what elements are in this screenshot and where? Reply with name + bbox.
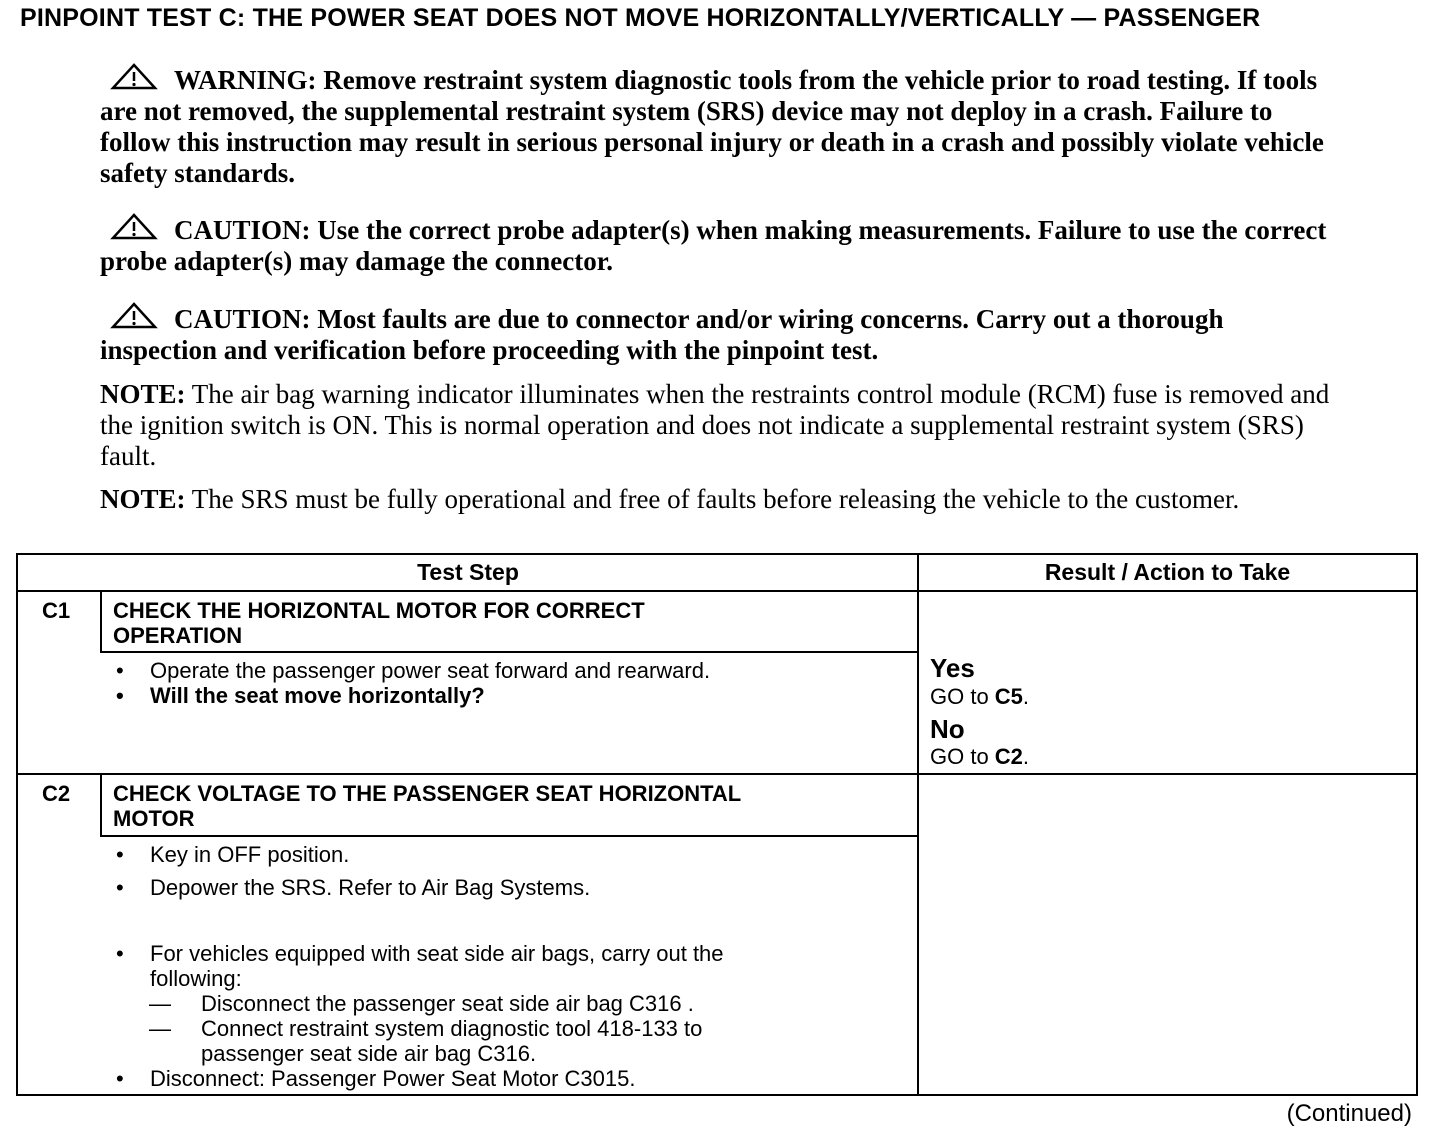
action-target[interactable]: C2 (994, 744, 1023, 769)
result-no: No (930, 714, 965, 744)
header-divider (18, 590, 1416, 592)
list-item: • Key in OFF position. (116, 842, 350, 867)
list-item: • Will the seat move horizontally? (116, 683, 485, 708)
step-id-c1: C1 (42, 598, 71, 623)
step-id-divider (100, 775, 102, 837)
warning-notice (100, 63, 1340, 189)
list-item-text: Operate the passenger power seat forward and rearward. (150, 658, 711, 683)
action-target[interactable]: C5 (994, 684, 1023, 709)
step-title-divider (100, 651, 918, 653)
warning-text: WARNING: Remove restraint system diagnostic tools from the vehicle prior to road testing. If tools are not removed, the supplemental restraint system (SRS) device may not deploy in a crash. Failure to follow this instruction may result in serious personal injury or death in a crash and possibly violate vehicle safety standards. (100, 65, 1324, 188)
step-title-line: CHECK VOLTAGE TO THE PASSENGER SEAT HORIZONTAL (113, 781, 742, 806)
row-divider (18, 773, 1416, 775)
note-srs-operational (100, 484, 1340, 515)
step-id-c2: C2 (42, 781, 71, 806)
note-label: NOTE: (100, 379, 186, 409)
step-title-divider (100, 835, 918, 837)
warning-triangle-icon (108, 63, 160, 91)
note-text: The SRS must be fully operational and free of faults before releasing the vehicle to the customer. (191, 484, 1240, 514)
warning-triangle-icon (108, 213, 160, 241)
list-item-text: following: (150, 966, 242, 991)
sub-list-item-text: Connect restraint system diagnostic tool 418-133 to (201, 1016, 703, 1041)
step-title-line: CHECK THE HORIZONTAL MOTOR FOR CORRECT (113, 598, 645, 623)
list-item: • Disconnect: Passenger Power Seat Motor C3015. (116, 1066, 636, 1091)
sub-list-item: — Disconnect the passenger seat side air bag C316 . (149, 991, 694, 1016)
action-text: GO to (930, 684, 995, 709)
caution-text-probe: CAUTION: Use the correct probe adapter(s) when making measurements. Failure to use the correct probe adapter(s) may damage the connector. (100, 215, 1327, 276)
result-yes-action (930, 684, 1029, 710)
action-suffix: . (1022, 684, 1030, 709)
list-item: • Depower the SRS. Refer to Air Bag Systems. (116, 875, 591, 900)
list-item-text: Key in OFF position. (150, 842, 350, 867)
result-no-action (930, 744, 1029, 770)
column-divider (917, 555, 919, 1094)
page-title: PINPOINT TEST C: THE POWER SEAT DOES NOT MOVE HORIZONTALLY/VERTICALLY — PASSENGER (20, 4, 1261, 32)
result-yes: Yes (930, 653, 975, 683)
header-result-action: Result / Action to Take (1044, 559, 1291, 585)
step-title-line: OPERATION (113, 623, 243, 648)
caution-notice-faults (100, 302, 1340, 366)
list-item: • Operate the passenger power seat forward and rearward. (116, 658, 711, 683)
sub-list-item-text: Disconnect the passenger seat side air bag C316 . (201, 991, 694, 1016)
list-item-text: Will the seat move horizontally? (150, 683, 485, 708)
list-item-text: Disconnect: Passenger Power Seat Motor C3015. (150, 1066, 636, 1091)
list-item-text: For vehicles equipped with seat side air bags, carry out the (150, 941, 724, 966)
header-test-step: Test Step (417, 559, 519, 585)
note-air-bag-indicator (100, 379, 1340, 472)
action-suffix: . (1022, 744, 1030, 769)
list-item: • For vehicles equipped with seat side air bags, carry out the following: (116, 941, 724, 991)
step-title-c2 (113, 781, 873, 831)
sub-list-item-text: passenger seat side air bag C316. (201, 1041, 537, 1066)
warning-triangle-icon (108, 302, 160, 330)
note-label: NOTE: (100, 484, 186, 514)
note-text: The air bag warning indicator illuminates when the restraints control module (RCM) fuse is removed and the ignition switch is ON. This is normal operation and does not indicate a supplemental restraint system (SRS) fault. (100, 379, 1330, 471)
step-title-line: MOTOR (113, 806, 195, 831)
sub-list-item: — Connect restraint system diagnostic tool 418-133 to passenger seat side air bag C316. (149, 1016, 703, 1066)
step-title-c1 (113, 598, 873, 648)
action-text: GO to (930, 744, 995, 769)
list-item-text: Depower the SRS. Refer to Air Bag Systems. (150, 875, 591, 900)
step-id-divider (100, 592, 102, 653)
continued-label: (Continued) (1286, 1100, 1412, 1127)
caution-notice-probe (100, 213, 1340, 277)
pinpoint-test-table (16, 553, 1418, 1096)
caution-text-faults: CAUTION: Most faults are due to connector and/or wiring concerns. Carry out a thorough inspection and verification before proceeding with the pinpoint test. (100, 304, 1224, 365)
